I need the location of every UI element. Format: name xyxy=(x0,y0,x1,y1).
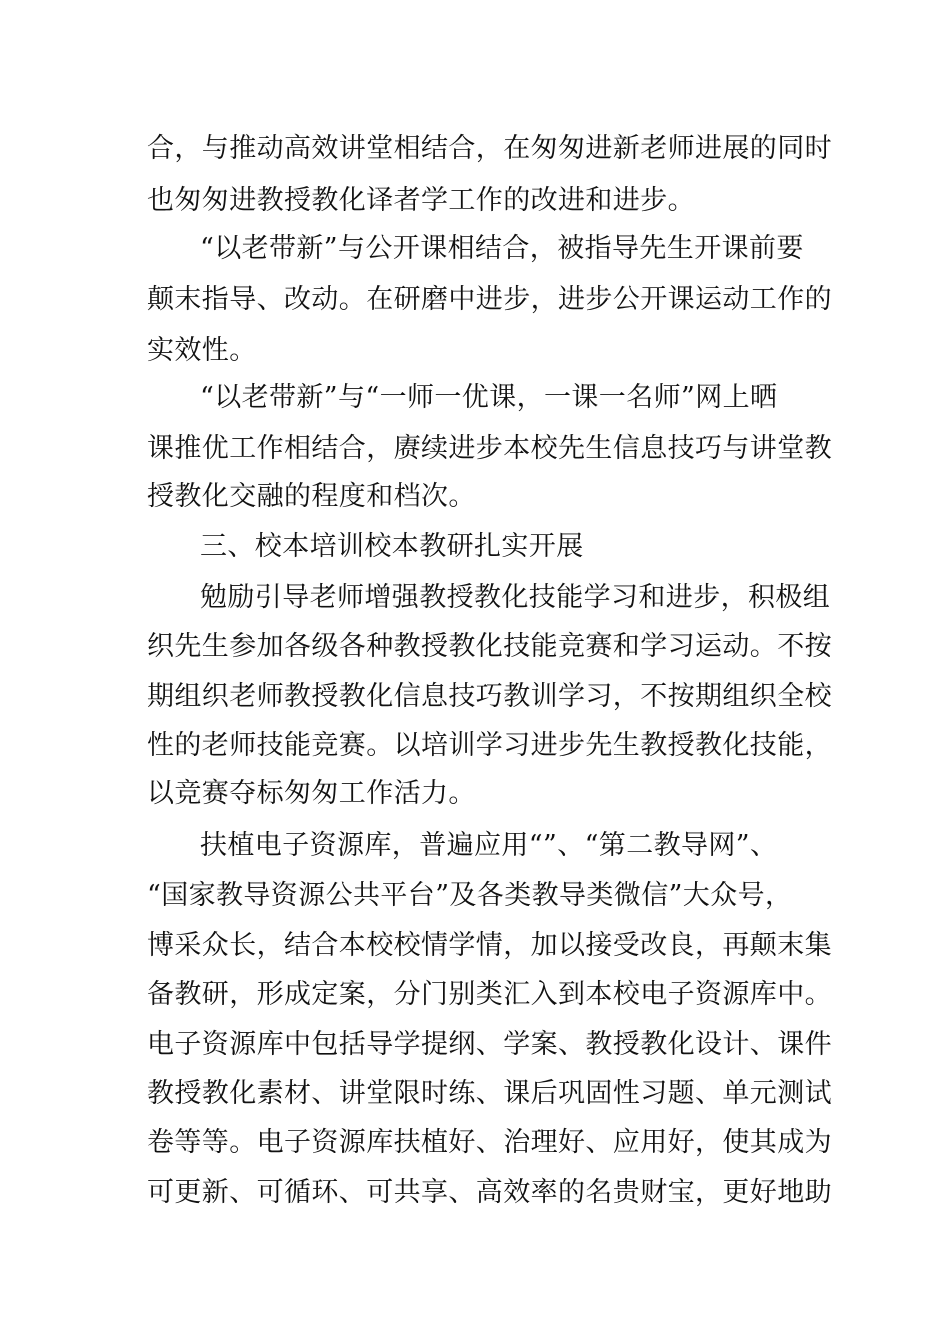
text-line: 以竞赛夺标匆匆工作活力。 xyxy=(147,778,476,809)
paragraph-first-line: 勉励引导老师增强教授教化技能学习和进步，积极组 xyxy=(200,582,831,613)
text-line: 电子资源库中包括导学提纲、学案、教授教化设计、课件 xyxy=(147,1029,832,1060)
text-line: 合，与推动高效讲堂相结合，在匆匆进新老师进展的同时 xyxy=(147,133,832,164)
text-line: 博采众长，结合本校校情学情，加以接受改良，再颠末集 xyxy=(147,930,832,961)
text-line: 实效性。 xyxy=(147,335,257,366)
text-line: 备教研，形成定案，分门别类汇入到本校电子资源库中。 xyxy=(147,979,832,1010)
text-line: 性的老师技能竞赛。以培训学习进步先生教授教化技能， xyxy=(147,730,832,761)
paragraph-first-line: “以老带新”与公开课相结合，被指导先生开课前要 xyxy=(200,233,804,264)
text-line: 颠末指导、改动。在研磨中进步，进步公开课运动工作的 xyxy=(147,284,832,315)
text-line: 授教化交融的程度和档次。 xyxy=(147,481,476,512)
text-line: 卷等等。电子资源库扶植好、治理好、应用好，使其成为 xyxy=(147,1127,832,1158)
text-line: “国家教导资源公共平台”及各类教导类微信”大众号， xyxy=(147,880,793,911)
paragraph-first-line: 扶植电子资源库，普遍应用“”、“第二教导网”、 xyxy=(200,830,778,861)
paragraph-first-line: “以老带新”与“一师一优课，一课一名师”网上晒 xyxy=(200,382,778,413)
section-heading: 三、校本培训校本教研扎实开展 xyxy=(200,531,584,562)
text-line: 可更新、可循环、可共享、高效率的名贵财宝，更好地助 xyxy=(147,1177,832,1208)
text-line: 期组织老师教授教化信息技巧教训学习，不按期组织全校 xyxy=(147,681,832,712)
text-line: 织先生参加各级各种教授教化技能竞赛和学习运动。不按 xyxy=(147,631,832,662)
text-line: 也匆匆进教授教化译者学工作的改进和进步。 xyxy=(147,185,695,216)
text-line: 教授教化素材、讲堂限时练、课后巩固性习题、单元测试 xyxy=(147,1078,832,1109)
text-line: 课推优工作相结合，赓续进步本校先生信息技巧与讲堂教 xyxy=(147,433,832,464)
